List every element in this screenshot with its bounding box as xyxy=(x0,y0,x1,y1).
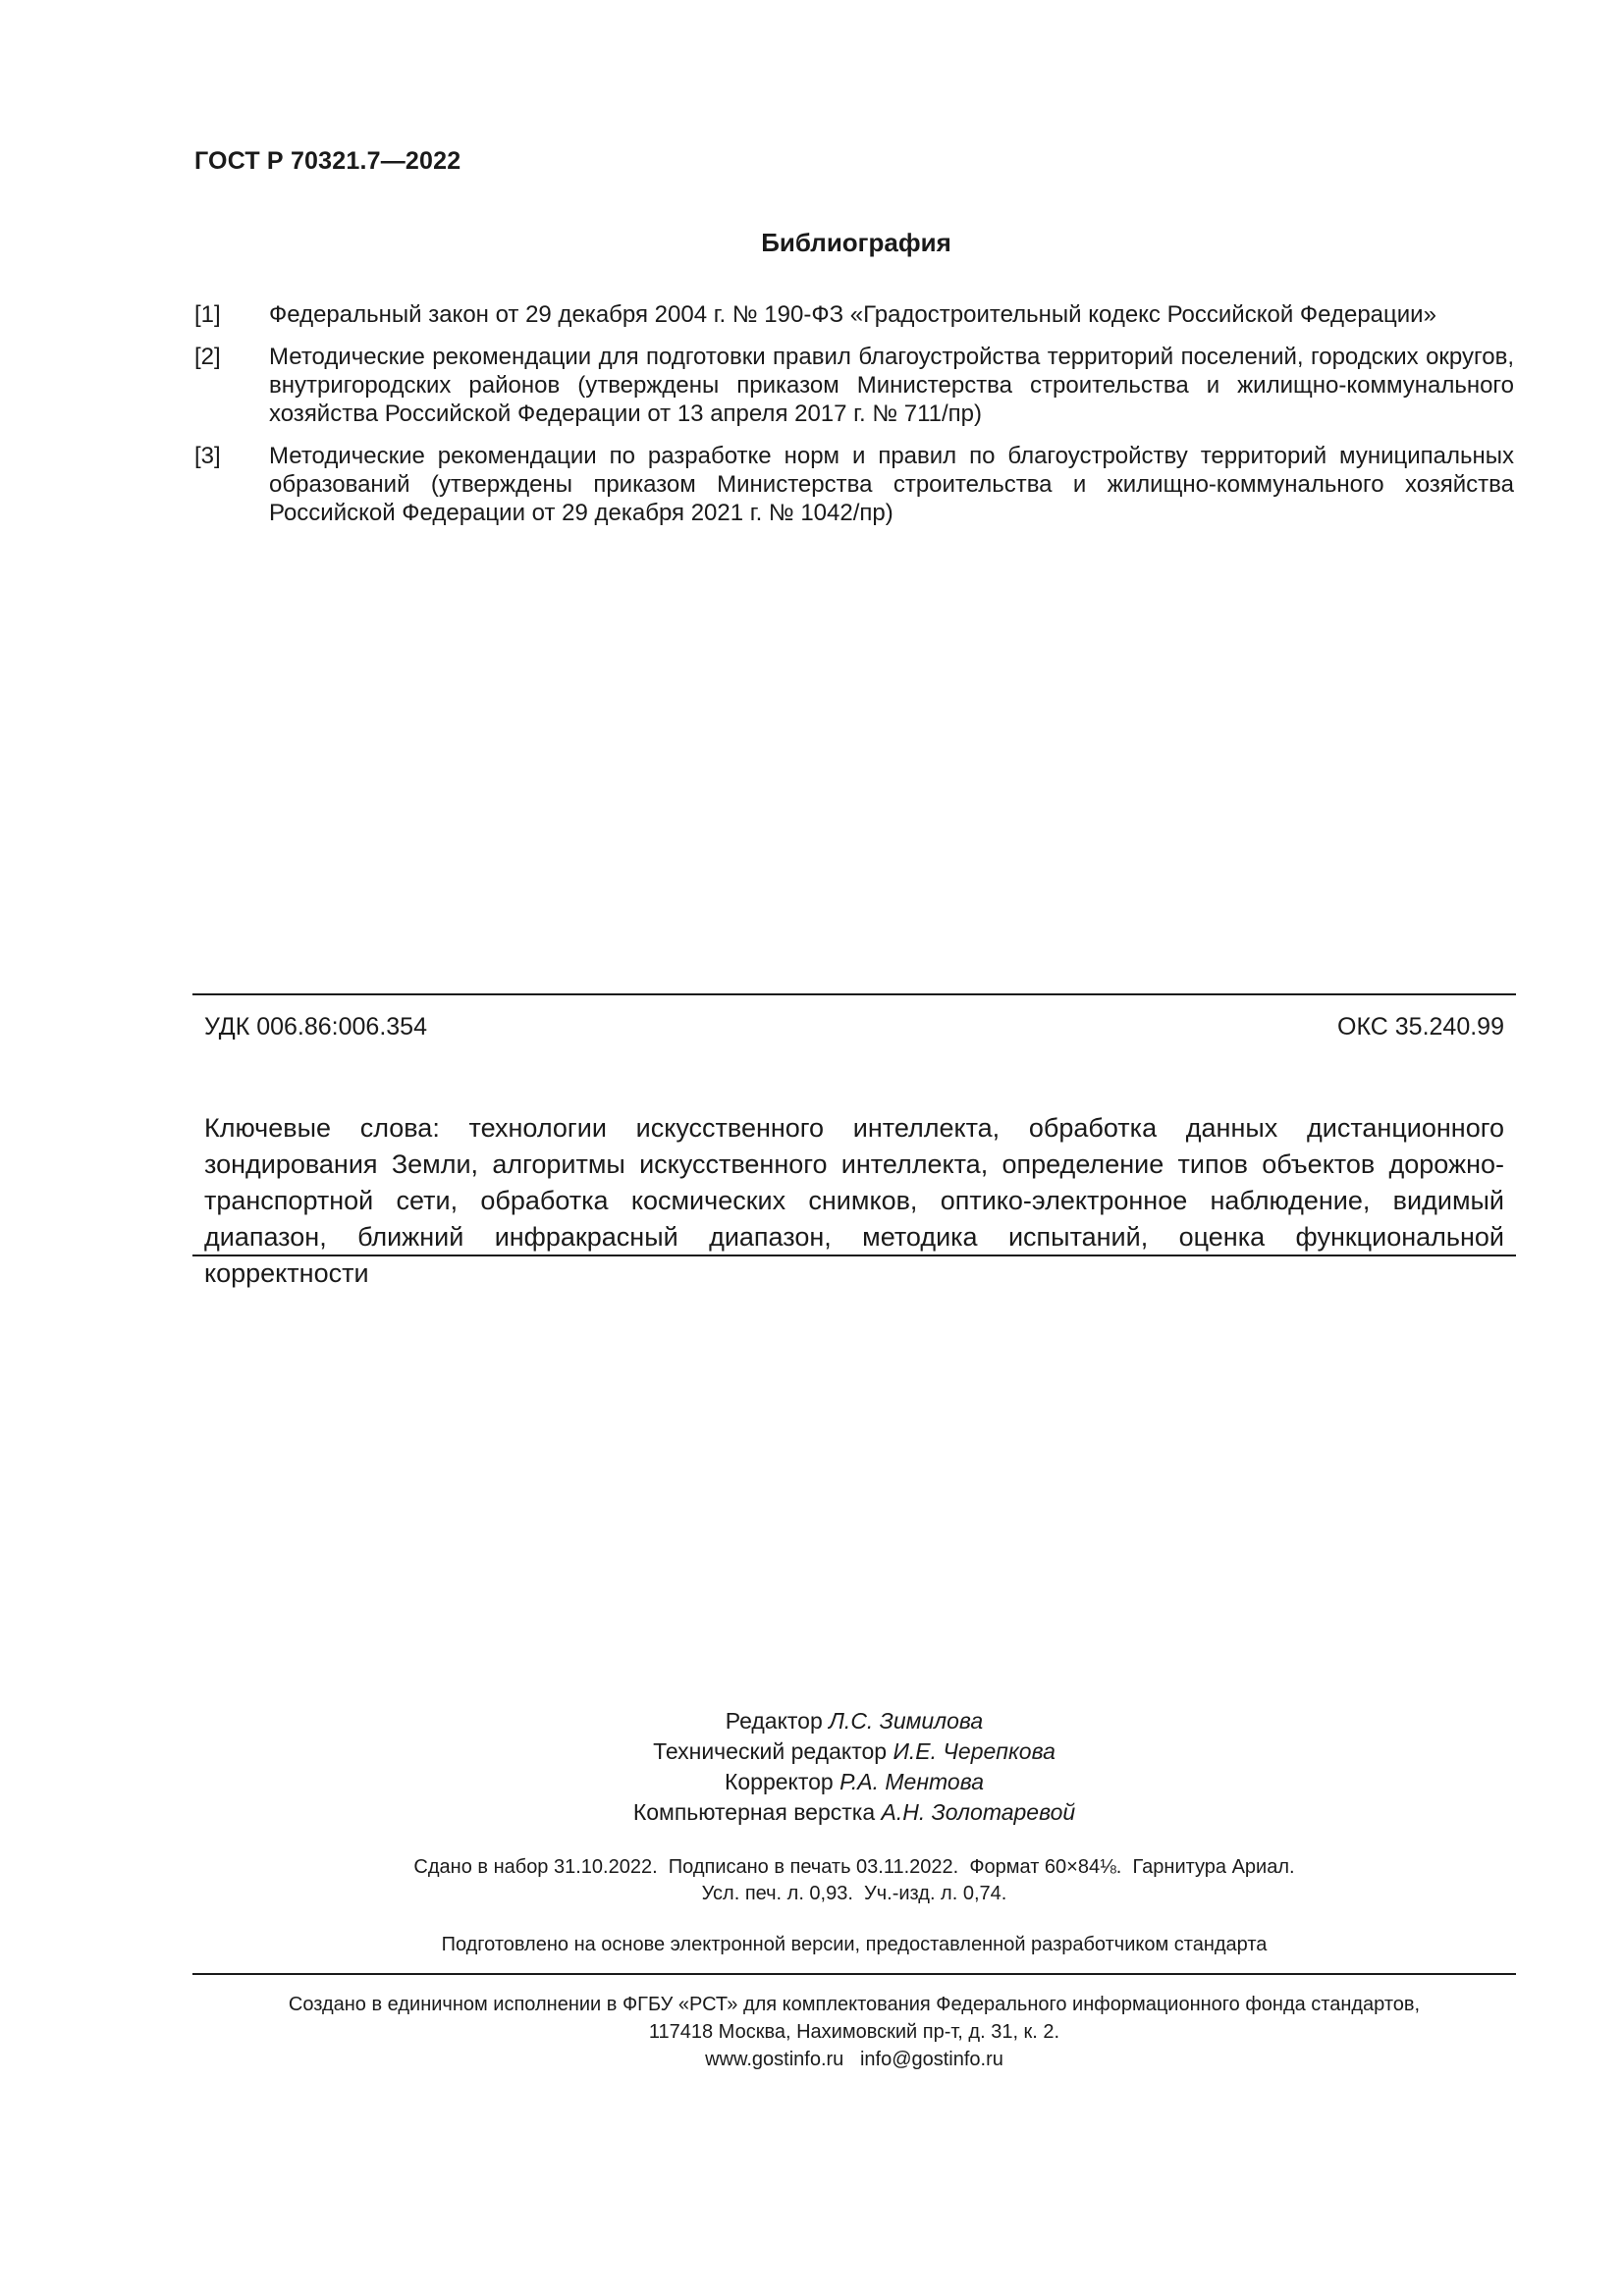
publisher-info xyxy=(192,1991,1516,2073)
bibliography-title: Библиография xyxy=(761,228,951,257)
credit-layout xyxy=(192,1797,1516,1828)
bibliography-item-number: [3] xyxy=(194,443,221,469)
oks-code: ОКС 35.240.99 xyxy=(1337,1013,1504,1041)
publisher-info-line: Создано в единичном исполнении в ФГБУ «РСТ» для комплектования Федерального информационного фонда стандартов, xyxy=(288,1994,1421,2015)
top-divider xyxy=(192,993,1516,995)
bibliography-item-text: Методические рекомендации для подготовки правил благоустройства территорий поселений, городских округов, внутригородских районов (утверждены приказом Министерства строительства и жилищно-коммунального хозяйства Российской Федерации от 13 апреля 2017 г. № 711/пр) xyxy=(269,344,1514,427)
bibliography-item xyxy=(194,343,1514,428)
bibliography-item-text: Федеральный закон от 29 декабря 2004 г. № 190-ФЗ «Градостроительный кодекс Российской Федерации» xyxy=(269,301,1436,328)
credit-name: И.Е. Черепкова xyxy=(893,1738,1056,1764)
udk-code: УДК 006.86:006.354 xyxy=(204,1013,427,1041)
bibliography-item xyxy=(194,300,1514,329)
credits-block xyxy=(192,1706,1516,1828)
credit-name: А.Н. Золотаревой xyxy=(881,1799,1076,1825)
publisher-address: 117418 Москва, Нахимовский пр-т, д. 31, к. 2. xyxy=(648,2021,1060,2043)
bibliography-item-text: Методические рекомендации по разработке норм и правил по благоустройству территорий муниципальных образований (утверждены приказом Министерства строительства и жилищно-коммунального хозяйства Российской Федерации от 29 декабря 2021 г. № 1042/пр) xyxy=(269,443,1514,526)
publisher-contacts: www.gostinfo.ru info@gostinfo.ru xyxy=(705,2049,1003,2070)
credit-role: Компьютерная верстка xyxy=(632,1799,876,1825)
credit-editor xyxy=(192,1706,1516,1736)
bibliography-list xyxy=(194,300,1514,541)
classification-row xyxy=(204,1013,1504,1041)
bibliography-item-number: [1] xyxy=(194,301,221,328)
prepared-note: Подготовлено на основе электронной версии, предоставленной разработчиком стандарта xyxy=(441,1934,1268,1955)
bibliography-item-number: [2] xyxy=(194,344,221,370)
print-info-line: Усл. печ. л. 0,93. Уч.-изд. л. 0,74. xyxy=(701,1883,1007,1904)
keywords-divider xyxy=(192,1255,1516,1256)
credit-technical-editor xyxy=(192,1736,1516,1767)
footer-divider xyxy=(192,1973,1516,1975)
print-info-line: Сдано в набор 31.10.2022. Подписано в печать 03.11.2022. Формат 60×84⅛. Гарнитура Ариал. xyxy=(413,1856,1295,1878)
credit-proofreader xyxy=(192,1767,1516,1797)
credit-role: Корректор xyxy=(724,1769,834,1794)
credit-role: Технический редактор xyxy=(653,1738,888,1764)
credit-role: Редактор xyxy=(725,1708,823,1734)
keywords-paragraph: Ключевые слова: технологии искусственного интеллекта, обработка данных дистанционного зондирования Земли, алгоритмы искусственного интеллекта, определение типов объектов дорожно-транспортной сети, обработка космических снимков, оптико-электронное наблюдение, видимый диапазон, ближний инфракрасный диапазон, методика испытаний, оценка функциональной корректности xyxy=(204,1113,1504,1288)
bibliography-item xyxy=(194,442,1514,527)
standard-code: ГОСТ Р 70321.7—2022 xyxy=(194,147,461,175)
credit-name: Р.А. Ментова xyxy=(839,1769,984,1794)
print-info xyxy=(192,1854,1516,1907)
credit-name: Л.С. Зимилова xyxy=(829,1708,984,1734)
